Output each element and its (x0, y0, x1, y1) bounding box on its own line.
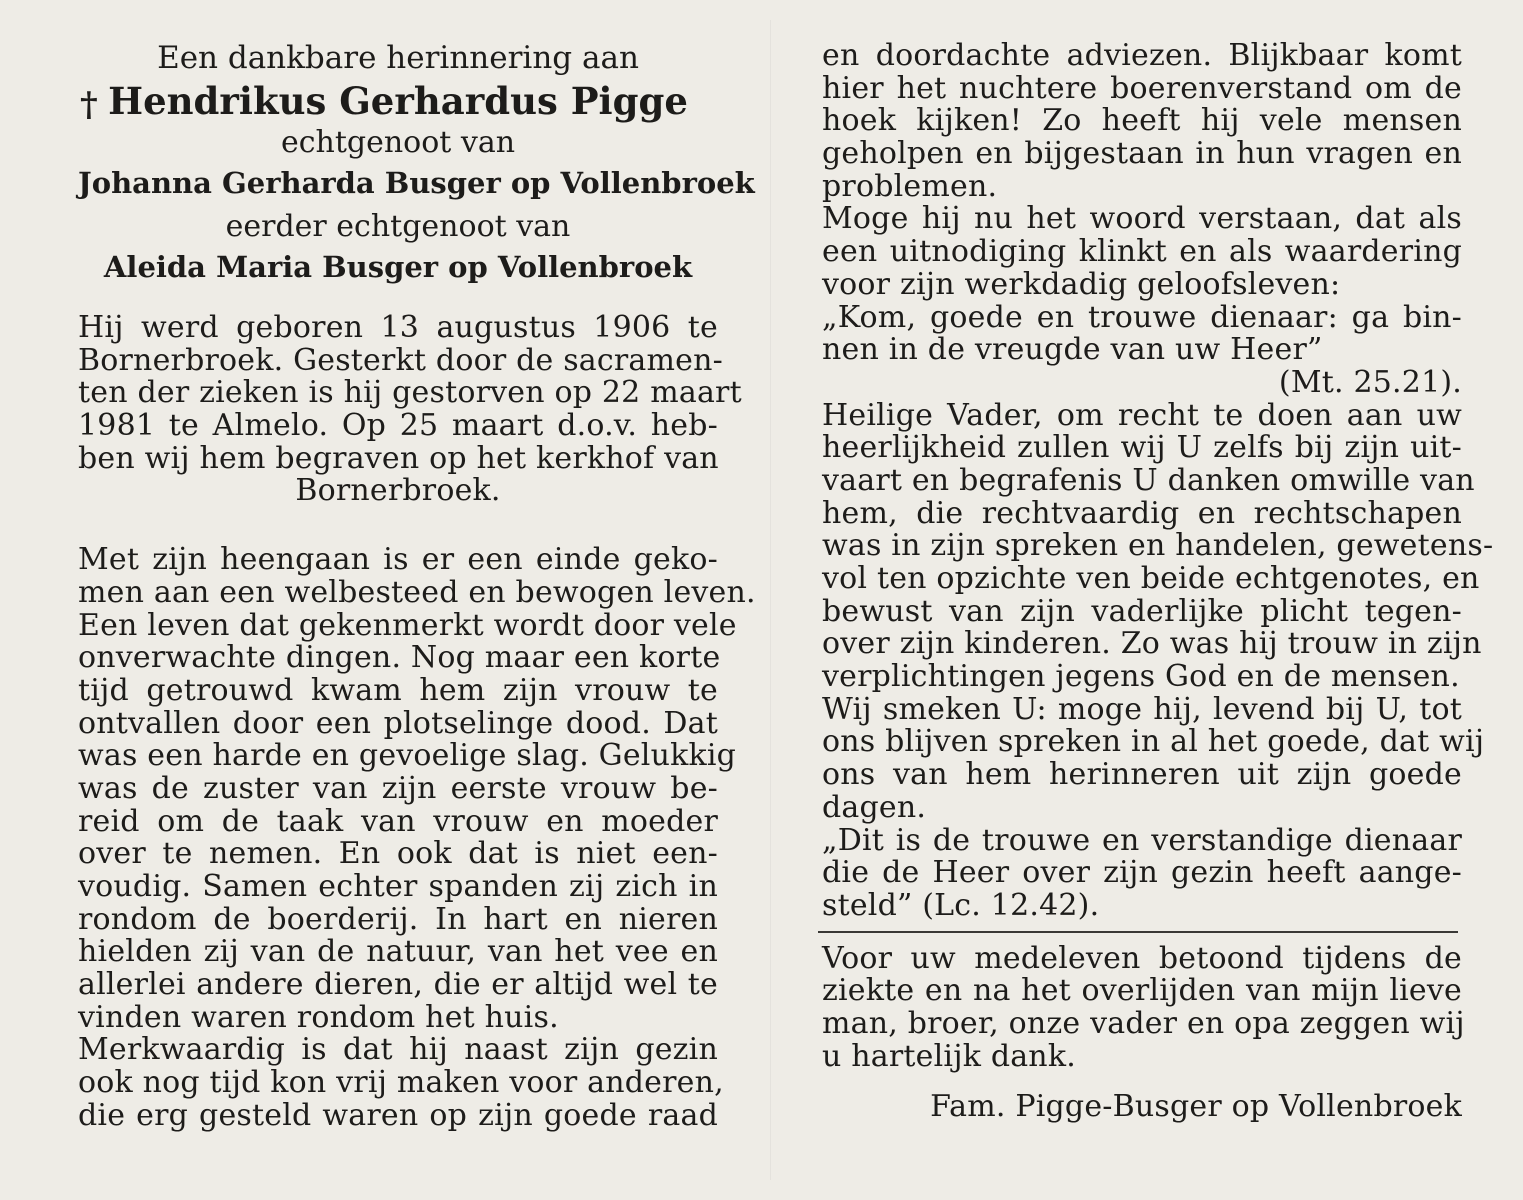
text-line: „Dit is de trouwe en verstandige dienaar (822, 822, 1462, 858)
paragraph-advice (822, 38, 1494, 923)
text-line: vaart en begrafenis U danken omwille van (822, 462, 1475, 498)
text-line: 1981 te Almelo. Op 25 maart d.o.v. heb- (78, 408, 718, 444)
text-line: dagen. (822, 789, 927, 825)
text-line: problemen. (822, 168, 998, 204)
text-line: men aan een welbesteed en bewogen leven. (78, 574, 756, 610)
deceased-name: Hendrikus Gerhardus Pigge (108, 79, 688, 123)
text-line: was een harde en gevoelige slag. Gelukkig (78, 738, 737, 774)
text-line: was de zuster van zijn eerste vrouw be- (78, 770, 718, 806)
text-line: Voor uw medeleven betoond tijdens de (822, 940, 1462, 976)
text-line: die erg gesteld waren op zijn goede raad (78, 1097, 718, 1133)
text-line: Moge hij nu het woord verstaan, dat als (822, 201, 1462, 237)
left-column (78, 40, 756, 1133)
text-line: die de Heer over zijn gezin heeft aange- (822, 855, 1462, 891)
text-line: Merkwaardig is dat hij naast zijn gezin (78, 1032, 718, 1068)
spouse-name: Johanna Gerharda Busger op Vollenbroek (78, 166, 755, 200)
text-line: steld” (Lc. 12.42). (822, 887, 1100, 923)
scripture-reference: (Mt. 25.21). (1278, 364, 1462, 400)
fold-line (770, 20, 771, 1180)
text-line: over zijn kinderen. Zo was hij trouw in zijn (822, 626, 1482, 662)
text-line: Een leven dat gekenmerkt wordt door vele (78, 607, 737, 643)
former-spouse-label: eerder echtgenoot van (225, 209, 571, 244)
text-line: voor zijn werkdadig geloofsleven: (822, 266, 1341, 302)
text-line: ons van hem herinneren uit zijn goede (822, 757, 1462, 793)
text-line: onverwachte dingen. Nog maar een korte (78, 640, 721, 676)
text-line: Hij werd geboren 13 augustus 1906 te (78, 310, 718, 345)
text-line: ontvallen door een plotselinge dood. Dat (78, 705, 718, 741)
text-line: Bornerbroek. Gesterkt door de sacramen- (78, 342, 723, 378)
thanks-paragraph (822, 940, 1465, 1125)
text-line: heerlijkheid zullen wij U zelfs bij zijn uit- (822, 430, 1462, 466)
cross-icon: † (80, 85, 98, 125)
right-column (822, 38, 1494, 1125)
text-line: rondom de boerderij. In hart en nieren (78, 901, 718, 937)
paragraph-life (78, 542, 756, 1133)
text-line: hier het nuchtere boerenverstand om de (822, 70, 1462, 106)
text-line: hoek kijken! Zo heeft hij vele mensen (822, 103, 1462, 139)
text-line: Wij smeken U: moge hij, levend bij U, tot (822, 691, 1462, 727)
deceased-name-line (78, 80, 718, 126)
text-line: en doordachte adviezen. Blijkbaar komt (822, 38, 1462, 73)
text-line: vinden waren rondom het huis. (78, 999, 559, 1035)
text-line: man, broer, onze vader en opa zeggen wij (822, 1005, 1465, 1041)
family-signature: Fam. Pigge-Busger op Vollenbroek (930, 1089, 1462, 1125)
text-line: nen in de vreugde van uw Heer” (822, 332, 1323, 368)
text-line: vol ten opzichte ven beide echtgenotes, en (822, 561, 1480, 596)
text-line: ook nog tijd kon vrij maken voor anderen, (78, 1065, 724, 1101)
text-line: ons blijven spreken in al het goede, dat wij (822, 724, 1485, 760)
text-line: was in zijn spreken en handelen, gewetens- (822, 528, 1494, 564)
text-line: Met zijn heengaan is er een einde geko- (78, 542, 718, 578)
text-line: ten der zieken is hij gestorven op 22 maart (78, 375, 742, 411)
text-line: tijd getrouwd kwam hem zijn vrouw te (78, 672, 718, 708)
text-line: hem, die rechtvaardig en rechtschapen (822, 495, 1462, 531)
text-line: ben wij hem begraven op het kerkhof van (78, 440, 719, 476)
text-line: allerlei andere dieren, die er altijd wel te (78, 967, 718, 1003)
text-line: over te nemen. En ook dat is niet een- (78, 836, 718, 872)
text-line: ziekte en na het overlijden van mijn lieve (822, 973, 1462, 1009)
text-line: geholpen en bijgestaan in hun vragen en (822, 136, 1462, 172)
text-line: „Kom, goede en trouwe dienaar: ga bin- (822, 299, 1462, 335)
text-line: reid om de taak van vrouw en moeder (78, 803, 718, 839)
intro-line: Een dankbare herinnering aan (157, 40, 639, 76)
text-line: hielden zij van de natuur, van het vee en (78, 934, 718, 970)
text-line: een uitnodiging klinkt en als waardering (822, 234, 1462, 270)
text-line: Heilige Vader, om recht te doen aan uw (822, 397, 1462, 433)
text-line: u hartelijk dank. (822, 1038, 1076, 1074)
paragraph-birth-death (78, 310, 742, 509)
horizontal-rule (818, 931, 1458, 933)
text-line: voudig. Samen echter spanden zij zich in (78, 869, 718, 904)
text-line: bewust van zijn vaderlijke plicht tegen- (822, 593, 1462, 629)
spouse-label: echtgenoot van (280, 125, 516, 160)
former-spouse-name: Aleida Maria Busger op Vollenbroek (103, 250, 693, 284)
text-line: Bornerbroek. (295, 473, 501, 509)
text-line: verplichtingen jegens God en de mensen. (822, 659, 1460, 695)
